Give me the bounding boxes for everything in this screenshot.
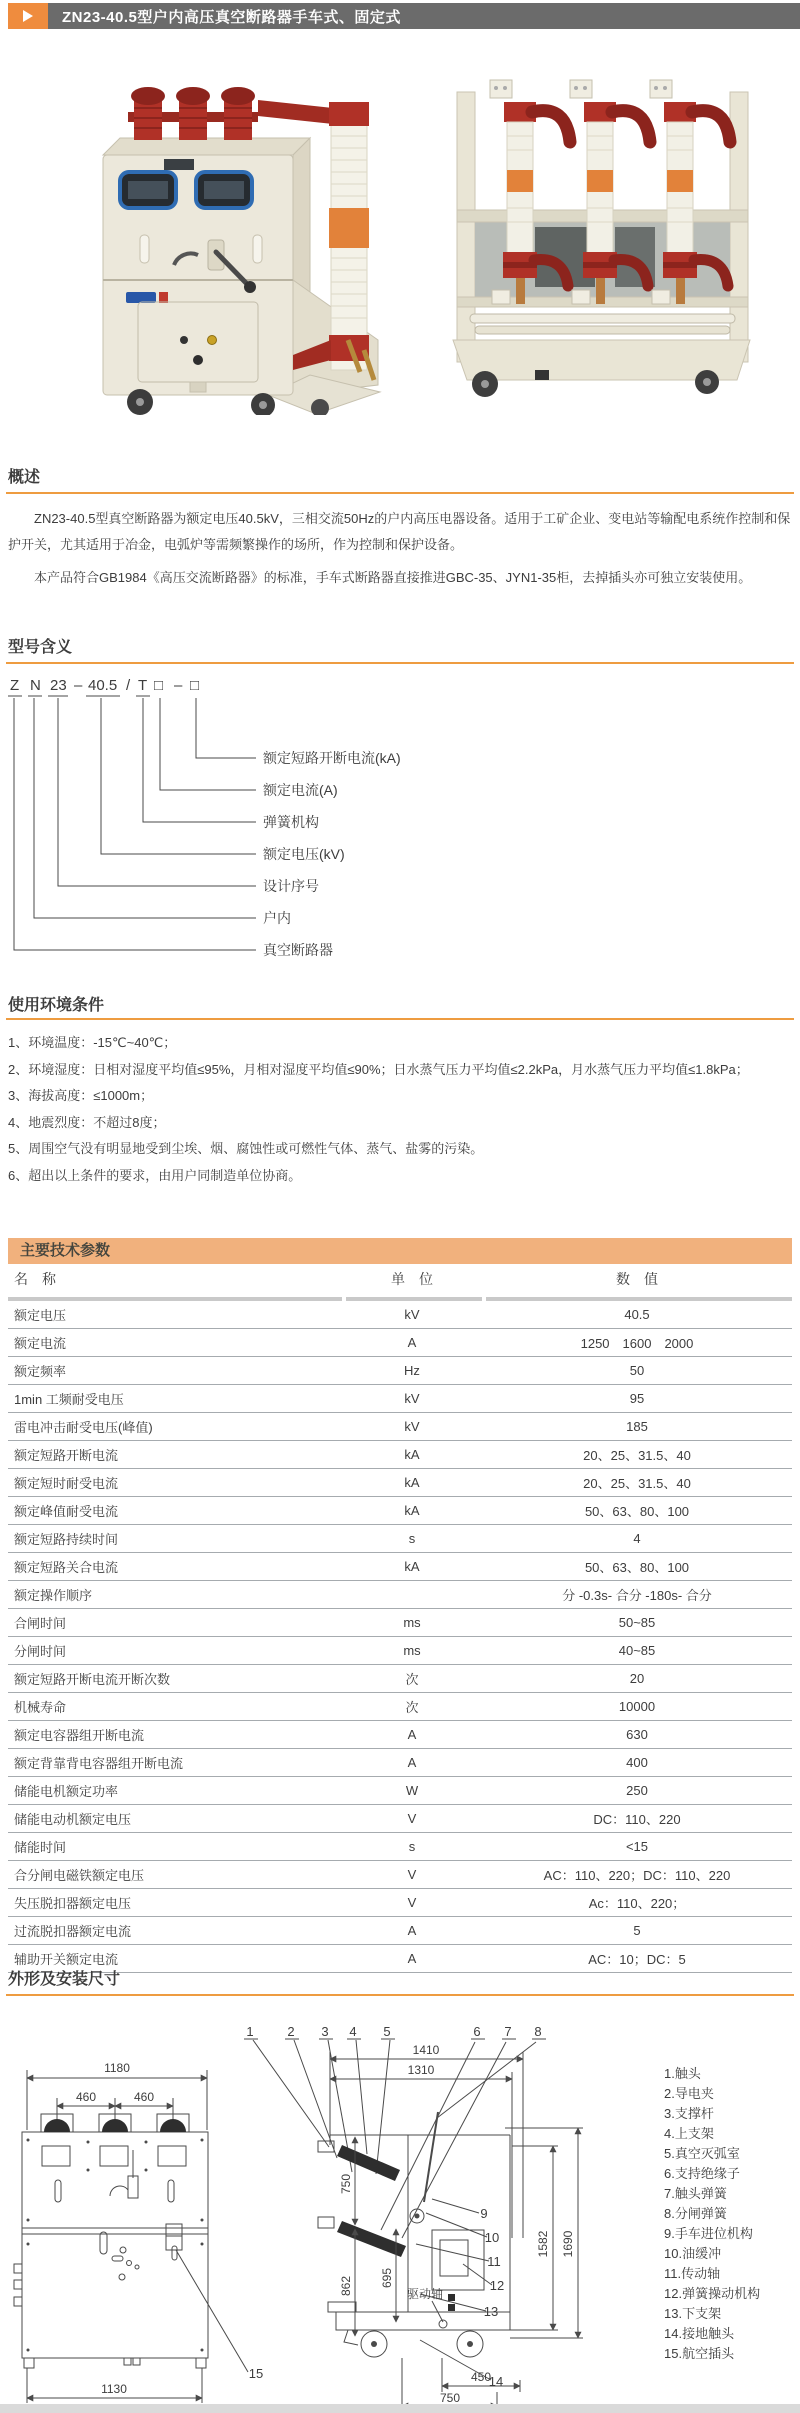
callout-6: 6 (473, 2024, 481, 2039)
page-header-bar (8, 3, 800, 29)
param-value: 400 (626, 1755, 648, 1770)
model-label: 真空断路器 (263, 942, 333, 958)
param-name: 额定电容器组开断电流 (14, 1728, 145, 1743)
param-value: 分 -0.3s- 合分 -180s- 合分 (562, 1588, 712, 1603)
legend-item: 13.下支架 (664, 2306, 722, 2321)
legend-item: 12.弹簧操动机构 (664, 2286, 761, 2301)
param-unit: A (407, 1335, 417, 1350)
table-row (8, 1329, 792, 1357)
param-unit: V (407, 1867, 417, 1882)
param-name: 雷电冲击耐受电压(峰值) (14, 1420, 153, 1435)
param-value: 50 (629, 1363, 645, 1378)
section-heading-parameters: 主要技术参数 (8, 1238, 792, 1264)
table-row (8, 1805, 792, 1833)
table-row (8, 1945, 792, 1973)
param-unit: kA (404, 1447, 420, 1462)
param-unit: s (408, 1839, 416, 1854)
dim-side-height-upper: 750 (339, 2173, 353, 2195)
callout-8: 8 (534, 2024, 542, 2039)
overview-paragraph-1: ZN23-40.5型真空断路器为额定电压40.5kV，三相交流50Hz的户内高压电器设备。适用于工矿企业、变电站等输配电系统作控制和保护开关，尤其适用于冶金，电弧炉等需频繁操作的场所，作为控制和保护设备。 (8, 511, 791, 552)
section-heading-dimensions: 外形及安装尺寸 (8, 1971, 121, 1988)
section-heading-model: 型号含义 (8, 639, 73, 656)
table-row (8, 1609, 792, 1637)
model-code-part: □ (190, 677, 200, 694)
header-arrow-badge (8, 3, 48, 29)
param-name: 储能电机额定功率 (14, 1784, 119, 1799)
callout-10: 10 (484, 2230, 500, 2245)
legend-item: 6.支持绝缘子 (664, 2166, 740, 2181)
param-name: 储能时间 (14, 1840, 67, 1855)
param-value: AC：110、220；DC：110、220 (543, 1868, 731, 1883)
parameters-table (8, 1301, 792, 1973)
param-value: 250 (626, 1783, 648, 1798)
param-unit: kV (404, 1419, 420, 1434)
table-row (8, 1665, 792, 1693)
table-row (8, 1693, 792, 1721)
param-name: 额定电压 (14, 1308, 67, 1323)
environment-condition-item: 3、海拔高度：≤1000m； (8, 1088, 154, 1103)
param-name: 辅助开关额定电流 (14, 1952, 119, 1967)
param-value: AC：10；DC：5 (588, 1952, 686, 1967)
table-row (8, 1749, 792, 1777)
callout-4: 4 (349, 2024, 357, 2039)
param-name: 合闸时间 (14, 1616, 67, 1631)
table-row (8, 1385, 792, 1413)
param-value: 10000 (618, 1699, 656, 1714)
table-row (8, 1469, 792, 1497)
dim-front-spacing-left: 460 (75, 2090, 97, 2104)
table-row (8, 1553, 792, 1581)
param-value: 630 (626, 1727, 648, 1742)
param-unit: W (405, 1783, 419, 1798)
table-row (8, 1357, 792, 1385)
orange-rule (6, 662, 794, 664)
dim-side-width-overall: 1410 (412, 2043, 440, 2057)
environment-condition-item: 4、地震烈度：不超过8度； (8, 1114, 166, 1130)
legend-item: 9.手车进位机构 (664, 2226, 753, 2241)
param-value: 4 (633, 1531, 641, 1546)
environment-condition-item: 5、周围空气没有明显地受到尘埃、烟、腐蚀性或可燃性气体、蒸气、盐雾的污染。 (8, 1141, 484, 1156)
orange-rule (6, 1994, 794, 1996)
front-view-drawing (14, 2070, 248, 2403)
param-unit: A (407, 1727, 417, 1742)
param-unit: V (407, 1811, 417, 1826)
param-name: 过流脱扣器额定电流 (14, 1924, 132, 1939)
model-code-part: T (138, 677, 148, 694)
model-code-part: – (174, 677, 183, 694)
play-arrow-icon (23, 10, 33, 22)
model-label: 弹簧机构 (263, 814, 319, 830)
callout-11: 11 (487, 2254, 501, 2269)
table-header-row (8, 1269, 792, 1289)
param-name: 额定操作顺序 (14, 1588, 93, 1603)
param-value: 50、63、80、100 (584, 1504, 690, 1519)
dim-side-base-inner: 450 (470, 2370, 492, 2384)
param-unit: Hz (404, 1363, 420, 1378)
param-name: 额定短路持续时间 (14, 1532, 119, 1547)
callout-5: 5 (383, 2024, 391, 2039)
environment-condition-item: 6、超出以上条件的要求，由用户同制造单位协商。 (8, 1167, 302, 1183)
legend-item: 14.接地触头 (664, 2326, 735, 2341)
orange-rule (6, 492, 794, 494)
model-designation-diagram (0, 674, 520, 964)
dim-side-height-body: 1582 (536, 2230, 550, 2258)
product-photo-fixed-breaker (445, 62, 760, 397)
table-row (8, 1777, 792, 1805)
param-name: 储能电动机额定电压 (14, 1812, 132, 1827)
model-label: 户内 (263, 910, 291, 926)
param-unit: 次 (405, 1700, 419, 1715)
param-name: 额定背靠背电容器组开断电流 (14, 1756, 184, 1771)
dim-front-spacing-right: 460 (133, 2090, 155, 2104)
table-header-name: 名 称 (14, 1271, 56, 1287)
param-unit: A (407, 1755, 417, 1770)
side-view-drawing (244, 2039, 583, 2404)
dim-side-base: 750 (439, 2391, 461, 2404)
param-value: 50、63、80、100 (584, 1560, 690, 1575)
legend-item: 2.导电夹 (664, 2086, 714, 2101)
param-value: 20、25、31.5、40 (583, 1476, 691, 1491)
param-name: 机械寿命 (14, 1700, 67, 1715)
param-unit: 次 (405, 1672, 419, 1687)
model-code-part: / (126, 677, 131, 694)
model-code-part: 23 (50, 677, 67, 694)
page-title: ZN23-40.5型户内高压真空断路器手车式、固定式 (62, 8, 401, 26)
drive-shaft-label: 驱动轴 (406, 2287, 444, 2301)
table-header-unit: 单 位 (391, 1271, 433, 1287)
param-value: 40~85 (618, 1643, 656, 1658)
param-value: 50~85 (618, 1615, 656, 1630)
param-name: 额定短时耐受电流 (14, 1476, 119, 1491)
param-unit: kV (404, 1307, 420, 1322)
param-name: 额定短路开断电流开断次数 (14, 1672, 171, 1687)
legend-item: 5.真空灭弧室 (664, 2146, 740, 2161)
param-unit: kV (404, 1391, 420, 1406)
param-unit: kA (404, 1559, 420, 1574)
legend-item: 15.航空插头 (664, 2346, 735, 2361)
environment-condition-item: 2、环境湿度：日相对湿度平均值≤95%，月相对湿度平均值≤90%；日水蒸气压力平均值≤2.2kPa，月水蒸气压力平均值≤1.8kPa； (8, 1061, 749, 1077)
environment-conditions-list (8, 1030, 794, 1189)
table-row (8, 1581, 792, 1609)
table-row (8, 1889, 792, 1917)
model-label: 额定电压(kV) (263, 846, 345, 862)
callout-7: 7 (504, 2024, 512, 2039)
param-value: 95 (629, 1391, 645, 1406)
model-label: 额定电流(A) (263, 782, 338, 798)
model-code-part: N (30, 677, 41, 694)
legend-item: 1.触头 (664, 2066, 701, 2081)
table-row (8, 1301, 792, 1329)
table-row (8, 1637, 792, 1665)
callout-13: 13 (483, 2304, 499, 2319)
param-name: 额定短路开断电流 (14, 1448, 119, 1463)
legend-item: 7.触头弹簧 (664, 2186, 727, 2201)
param-unit: kA (404, 1503, 420, 1518)
orange-rule (6, 1018, 794, 1020)
section-heading-overview: 概述 (8, 469, 41, 486)
model-label: 额定短路开断电流(kA) (263, 750, 401, 766)
param-value: DC：110、220 (593, 1812, 681, 1827)
param-unit: ms (403, 1615, 421, 1630)
callout-3: 3 (321, 2024, 329, 2039)
param-name: 额定短路关合电流 (14, 1560, 119, 1575)
callout-1: 1 (246, 2024, 254, 2039)
overview-text (8, 506, 794, 591)
legend-item: 10.油缓冲 (664, 2246, 722, 2261)
table-row (8, 1525, 792, 1553)
legend-item: 11.传动轴 (664, 2266, 721, 2281)
model-label: 设计序号 (263, 878, 319, 894)
dim-front-width-top: 1180 (104, 2061, 130, 2075)
table-row (8, 1413, 792, 1441)
param-value: <15 (625, 1839, 649, 1854)
callout-15: 15 (248, 2366, 264, 2381)
param-name: 额定频率 (14, 1364, 67, 1379)
environment-condition-item: 1、环境温度：-15℃~40℃； (8, 1035, 177, 1050)
table-row (8, 1721, 792, 1749)
legend-item: 8.分闸弹簧 (664, 2206, 727, 2221)
table-row (8, 1917, 792, 1945)
param-value: 5 (633, 1923, 641, 1938)
table-row (8, 1441, 792, 1469)
dim-side-height-pole: 695 (380, 2267, 394, 2289)
param-value: 20、25、31.5、40 (583, 1448, 691, 1463)
param-value: 1250 1600 2000 (580, 1336, 694, 1351)
dim-front-width-bottom: 1130 (101, 2382, 127, 2396)
model-code-part: – (74, 677, 83, 694)
model-code-part: □ (154, 677, 164, 694)
brand-logo (126, 292, 168, 303)
param-unit: s (408, 1531, 416, 1546)
param-name: 额定峰值耐受电流 (14, 1504, 119, 1519)
legend-item: 4.上支架 (664, 2126, 714, 2141)
insulator-poles (128, 87, 258, 140)
param-name: 额定电流 (14, 1336, 67, 1351)
table-row (8, 1497, 792, 1525)
param-name: 分闸时间 (14, 1644, 67, 1659)
param-value: Ac：110、220； (588, 1896, 686, 1911)
legend-item: 3.支撑杆 (664, 2106, 714, 2121)
param-value: 20 (629, 1671, 645, 1686)
page-bottom-edge (0, 2404, 800, 2413)
param-unit: V (407, 1895, 417, 1910)
model-code-part: Z (10, 677, 20, 694)
table-row (8, 1861, 792, 1889)
parts-legend (664, 2064, 760, 2364)
param-name: 合分闸电磁铁额定电压 (14, 1868, 145, 1883)
param-unit: A (407, 1923, 417, 1938)
callout-2: 2 (287, 2024, 295, 2039)
dim-side-width-body: 1310 (407, 2063, 435, 2077)
table-header-value: 数 值 (616, 1271, 658, 1287)
pole-assemblies (490, 80, 730, 304)
param-name: 1min 工频耐受电压 (14, 1392, 124, 1407)
param-unit: A (407, 1951, 417, 1966)
callout-12: 12 (489, 2278, 505, 2293)
callout-9: 9 (480, 2206, 488, 2221)
dim-side-height-overall: 1690 (561, 2230, 575, 2258)
section-heading-environment: 使用环境条件 (8, 997, 105, 1014)
model-code-part: 40.5 (88, 677, 118, 694)
param-unit: kA (404, 1475, 420, 1490)
dim-side-height-lower: 862 (339, 2275, 353, 2297)
param-name: 失压脱扣器额定电压 (14, 1896, 132, 1911)
callout-14: 14 (488, 2374, 504, 2389)
table-row (8, 1833, 792, 1861)
param-value: 185 (626, 1419, 648, 1434)
overview-paragraph-2: 本产品符合GB1984《高压交流断路器》的标准，手车式断路器直接推进GBC-35、JYN1-35柜，去掉插头亦可独立安装使用。 (34, 570, 752, 585)
param-value: 40.5 (624, 1307, 650, 1322)
product-photo-handcart-breaker (48, 40, 438, 415)
param-unit: ms (403, 1643, 421, 1658)
